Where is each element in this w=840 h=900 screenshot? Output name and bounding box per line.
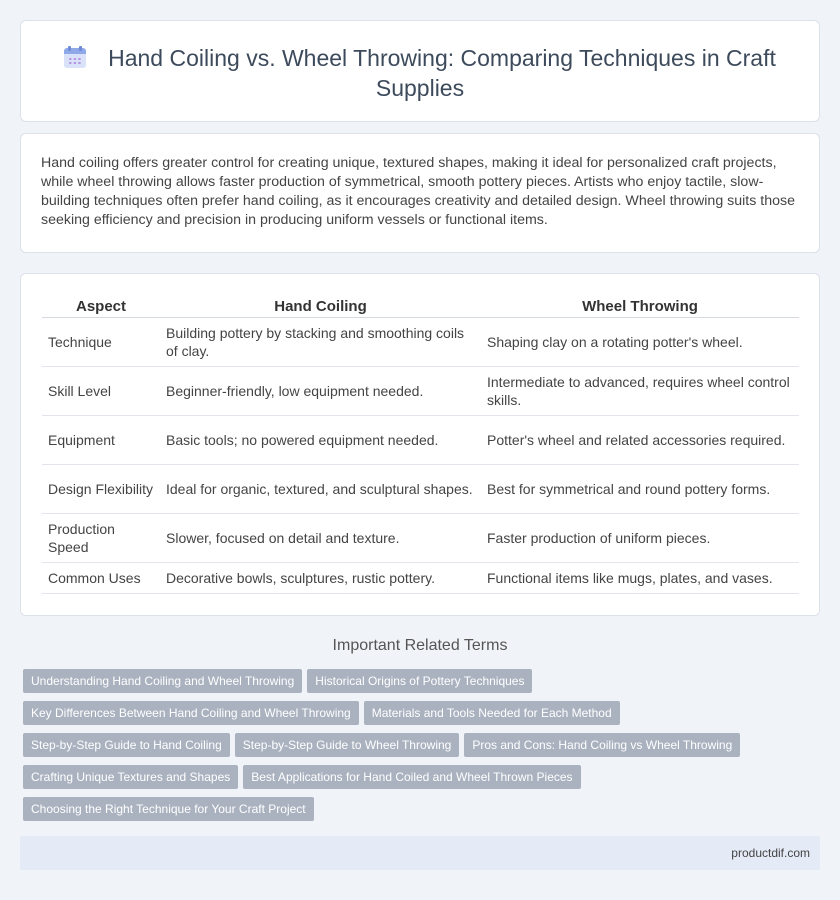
related-term-tag[interactable]: Historical Origins of Pottery Techniques — [307, 669, 532, 693]
related-term-tag[interactable]: Understanding Hand Coiling and Wheel Throwing — [23, 669, 302, 693]
cell-aspect: Production Speed — [42, 514, 160, 563]
related-term-tag[interactable]: Best Applications for Hand Coiled and Wheel Thrown Pieces — [243, 765, 580, 789]
cell-hand-coiling: Ideal for organic, textured, and sculptural shapes. — [160, 465, 481, 514]
cell-wheel-throwing: Intermediate to advanced, requires wheel control skills. — [481, 367, 799, 416]
cell-hand-coiling: Slower, focused on detail and texture. — [160, 514, 481, 563]
page-title-wrap — [21, 43, 819, 103]
related-term-tag[interactable]: Choosing the Right Technique for Your Craft Project — [23, 797, 314, 821]
title-card — [20, 20, 820, 122]
intro-card — [20, 133, 820, 253]
cell-wheel-throwing: Potter's wheel and related accessories required. — [481, 416, 799, 465]
cell-hand-coiling: Decorative bowls, sculptures, rustic pottery. — [160, 563, 481, 594]
related-term-tag[interactable]: Crafting Unique Textures and Shapes — [23, 765, 238, 789]
page-title: Hand Coiling vs. Wheel Throwing: Comparing Techniques in Craft Supplies — [108, 45, 776, 101]
table-row — [42, 416, 799, 465]
cell-wheel-throwing: Shaping clay on a rotating potter's wheel. — [481, 318, 799, 367]
table-row — [42, 367, 799, 416]
footer — [20, 836, 820, 870]
related-term-tag[interactable]: Key Differences Between Hand Coiling and Wheel Throwing — [23, 701, 359, 725]
comparison-card — [20, 273, 820, 616]
cell-wheel-throwing: Functional items like mugs, plates, and vases. — [481, 563, 799, 594]
table-row — [42, 318, 799, 367]
related-term-tag[interactable]: Step-by-Step Guide to Hand Coiling — [23, 733, 230, 757]
cell-wheel-throwing: Best for symmetrical and round pottery forms. — [481, 465, 799, 514]
table-row — [42, 465, 799, 514]
cell-aspect: Skill Level — [42, 367, 160, 416]
header-hand-coiling: Hand Coiling — [160, 295, 481, 318]
cell-hand-coiling: Building pottery by stacking and smoothing coils of clay. — [160, 318, 481, 367]
comparison-table — [42, 295, 799, 594]
header-wheel-throwing: Wheel Throwing — [481, 295, 799, 318]
footer-site-link[interactable]: productdif.com — [731, 846, 810, 860]
related-term-tag[interactable]: Pros and Cons: Hand Coiling vs Wheel Throwing — [464, 733, 740, 757]
related-term-tag[interactable]: Step-by-Step Guide to Wheel Throwing — [235, 733, 460, 757]
related-terms-title: Important Related Terms — [332, 637, 508, 654]
cell-aspect: Technique — [42, 318, 160, 367]
table-header-row — [42, 295, 799, 318]
related-terms-list — [23, 669, 823, 829]
table-row — [42, 563, 799, 594]
cell-aspect: Common Uses — [42, 563, 160, 594]
calendar-icon — [64, 46, 86, 68]
table-row — [42, 514, 799, 563]
cell-hand-coiling: Basic tools; no powered equipment needed. — [160, 416, 481, 465]
header-aspect: Aspect — [42, 295, 160, 318]
related-term-tag[interactable]: Materials and Tools Needed for Each Method — [364, 701, 620, 725]
cell-hand-coiling: Beginner-friendly, low equipment needed. — [160, 367, 481, 416]
cell-aspect: Equipment — [42, 416, 160, 465]
intro-paragraph: Hand coiling offers greater control for creating unique, textured shapes, making it ideal for personalized craft projects, while wheel throwing allows faster production of symmetrical, smooth pottery pieces. Artists who enjoy tactile, slow-building techniques often prefer hand coiling, as it encourages creativity and detailed design. Wheel throwing suits those seeking efficiency and precision in producing uniform vessels or functional items. — [41, 155, 795, 228]
cell-aspect: Design Flexibility — [42, 465, 160, 514]
cell-wheel-throwing: Faster production of uniform pieces. — [481, 514, 799, 563]
